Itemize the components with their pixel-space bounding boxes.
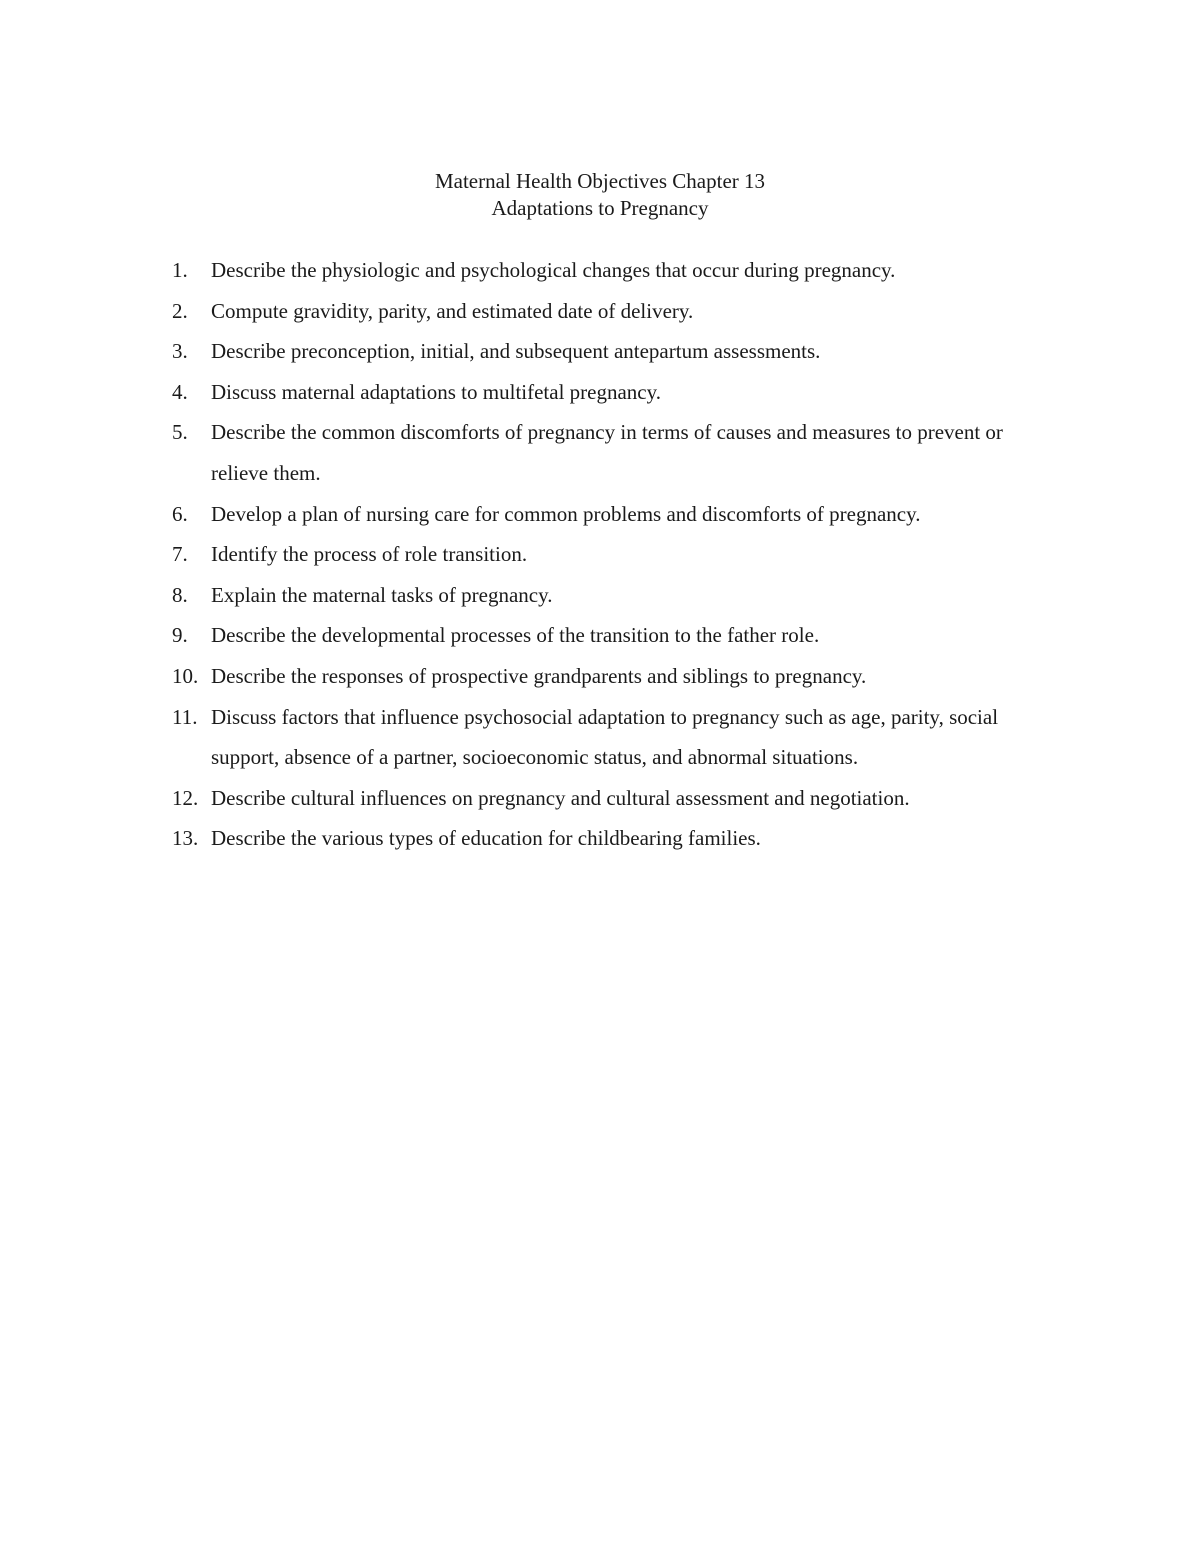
list-item (172, 291, 1052, 332)
objectives-list (172, 250, 1052, 859)
item-text: Discuss maternal adaptations to multifetal pregnancy. (211, 379, 662, 404)
item-number: 8. (172, 582, 188, 607)
list-item (172, 494, 1052, 535)
item-number: 10. (172, 663, 199, 688)
list-item (172, 534, 1052, 575)
item-text: Describe the various types of education for childbearing families. (211, 826, 761, 851)
item-number: 1. (172, 258, 188, 282)
item-text: Discuss factors that influence psychosocial adaptation to pregnancy such as age, parity, social support, absence of a partner, socioeconomic status, and abnormal situations. (211, 704, 999, 770)
item-number: 5. (172, 420, 188, 445)
item-number: 6. (172, 501, 188, 526)
title-line-1: Maternal Health Objectives Chapter 13 (434, 169, 766, 193)
item-text: Explain the maternal tasks of pregnancy. (211, 582, 553, 607)
item-text: Describe the common discomforts of pregnancy in terms of causes and measures to prevent or relieve them. (211, 420, 1003, 485)
title-line-2: Adaptations to Pregnancy (491, 196, 709, 220)
list-item (172, 818, 1052, 859)
list-item (172, 656, 1052, 697)
list-item (172, 575, 1052, 616)
item-number: 12. (172, 785, 199, 810)
item-text: Develop a plan of nursing care for common problems and discomforts of pregnancy. (211, 501, 921, 526)
list-item (172, 331, 1052, 372)
item-text: Identify the process of role transition. (211, 542, 528, 567)
item-number: 2. (172, 298, 188, 323)
item-text: Describe cultural influences on pregnancy and cultural assessment and negotiation. (211, 785, 910, 810)
list-item (172, 697, 1052, 778)
item-number: 11. (172, 704, 198, 729)
item-text: Compute gravidity, parity, and estimated date of delivery. (211, 298, 694, 323)
item-number: 3. (172, 339, 188, 364)
item-number: 4. (172, 379, 188, 404)
item-text: Describe the developmental processes of the transition to the father role. (211, 623, 820, 648)
item-number: 7. (172, 542, 188, 567)
item-text: Describe the responses of prospective grandparents and siblings to pregnancy. (211, 663, 867, 688)
document-title (0, 168, 1200, 222)
item-text: Describe preconception, initial, and subsequent antepartum assessments. (211, 339, 821, 364)
item-number: 9. (172, 623, 188, 648)
list-item (172, 412, 1052, 493)
list-item (172, 778, 1052, 819)
item-number: 13. (172, 826, 199, 851)
list-item (172, 615, 1052, 656)
list-item (172, 250, 1052, 291)
item-text: Describe the physiologic and psychological changes that occur during pregnancy. (211, 258, 896, 282)
list-item (172, 372, 1052, 413)
